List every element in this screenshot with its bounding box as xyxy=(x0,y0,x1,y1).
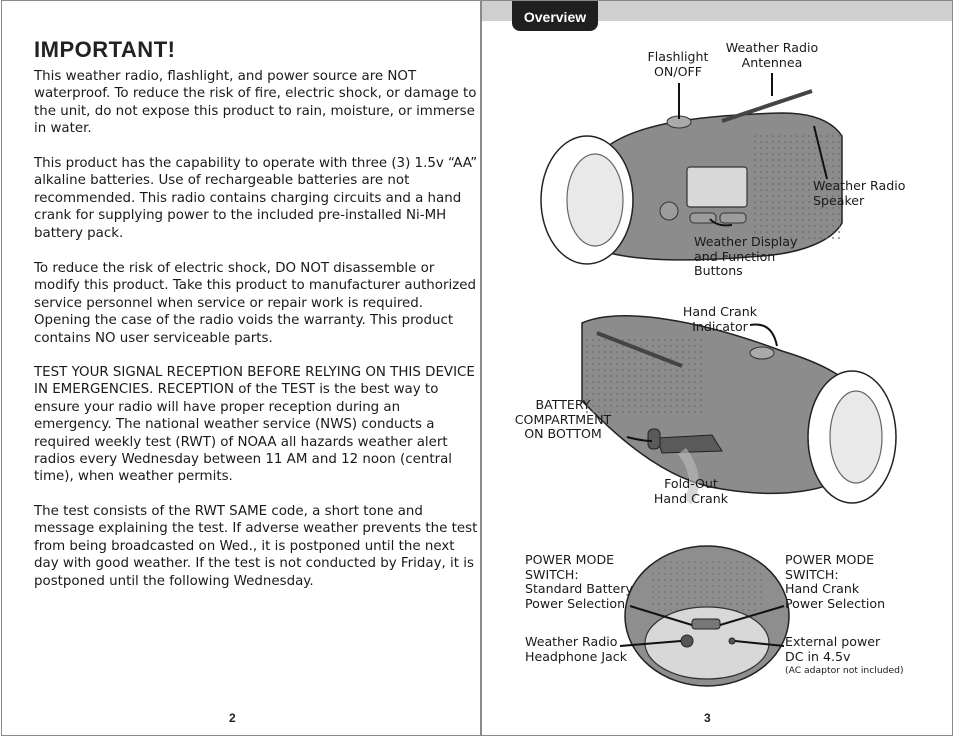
antenna-label-line2: Antennea xyxy=(741,54,803,70)
flashlight-label-line2: ON/OFF xyxy=(654,63,702,79)
battery-compartment-label xyxy=(506,398,620,442)
pm-std-line4: Power Selection xyxy=(525,595,626,611)
display-label-line3: Buttons xyxy=(694,263,743,279)
paragraph-batteries: This product has the capability to operate with three (3) 1.5v “AA” alkaline batteries. Use of rechargeable batteries are not recommended. This radio contains charging circuits and a hand crank for supplying power to the included pre-installed Ni-MH battery pack. xyxy=(34,156,478,241)
display-label xyxy=(694,235,814,279)
display-label-line2: and Function xyxy=(694,248,776,264)
speaker-label-line2: Speaker xyxy=(813,192,865,208)
paragraph-test-details: The test consists of the RWT SAME code, a short tone and message explaining the test. If adverse weather prevents the test from being broadcasted on Wed., it is postponed until the next day with good weather. If the test is not conducted by Friday, it is postponed until the following Wednesday. xyxy=(34,504,478,589)
paragraph-electric-shock: To reduce the risk of electric shock, DO NOT disassemble or modify this product. Take this product to manufacturer authorized service personnel when service or repair work is required. Opening the case of the radio voids the warranty. This product contains NO user serviceable parts. xyxy=(34,261,476,346)
flashlight-label-line1: Flashlight xyxy=(647,49,709,64)
flashlight-label xyxy=(642,50,714,79)
pm-std-line2: SWITCH: xyxy=(525,566,579,582)
foldout-label-line2: Hand Crank xyxy=(653,490,729,506)
power-mode-switch xyxy=(692,619,720,629)
pm-hc-line3: Hand Crank xyxy=(785,581,860,597)
battery-label-line1: BATTERY xyxy=(535,397,591,412)
radio-back-view xyxy=(582,316,896,503)
pm-hc-line4: Power Selection xyxy=(785,595,886,611)
headphone-jack-label xyxy=(525,635,645,664)
headphone-line1: Weather Radio xyxy=(525,634,618,649)
important-heading: IMPORTANT! xyxy=(34,37,176,62)
display-label-line1: Weather Display xyxy=(694,234,798,249)
right-page xyxy=(481,0,953,736)
overview-tab: Overview xyxy=(512,1,598,31)
paragraph-waterproof: This weather radio, flashlight, and power source are NOT waterproof. To reduce the risk of fire, electric shock, or damage to the unit, do not expose this product to rain, moisture, or immerse in water. xyxy=(34,69,477,137)
pm-std-line3: Standard Battery xyxy=(525,581,633,597)
speaker-label-line1: Weather Radio xyxy=(813,178,906,193)
weather-display xyxy=(687,167,747,207)
battery-label-line3: ON BOTTOM xyxy=(524,426,602,442)
page-number-left: 2 xyxy=(229,711,236,725)
battery-label-line2: COMPARTMENT xyxy=(514,411,612,427)
crank-indicator-label-line2: Indicator xyxy=(692,318,748,334)
crank-indicator-label xyxy=(675,305,765,334)
headphone-line2: Headphone Jack xyxy=(525,648,627,664)
dc-power-label xyxy=(785,635,935,679)
headphone-jack xyxy=(681,635,693,647)
fold-out-crank-label xyxy=(646,477,736,506)
radio-illustration xyxy=(482,1,952,737)
power-mode-handcrank-label xyxy=(785,553,905,611)
page-number-right: 3 xyxy=(704,711,711,725)
radio-bottom-view xyxy=(625,546,789,686)
speaker-label xyxy=(813,179,923,208)
left-page xyxy=(1,0,481,736)
power-mode-standard-label xyxy=(525,553,645,611)
antenna-label-line1: Weather Radio xyxy=(725,40,819,55)
dc-line1: External power xyxy=(785,634,881,649)
antenna-label xyxy=(720,41,824,70)
dc-line2: DC in 4.5v xyxy=(785,648,851,664)
foldout-label-line1: Fold-Out xyxy=(664,476,718,491)
dc-input xyxy=(729,638,735,644)
pm-std-line1: POWER MODE xyxy=(525,552,615,567)
pm-hc-line1: POWER MODE xyxy=(785,552,875,567)
dc-note: (AC adaptor not included) xyxy=(785,665,904,677)
pm-hc-line2: SWITCH: xyxy=(785,566,839,582)
paragraph-test-reception: TEST YOUR SIGNAL RECEPTION BEFORE RELYING ON THIS DEVICE IN EMERGENCIES. RECEPTION of the TEST is the best way to ensure your radio will have proper reception during an emergency. The national weather service (NWS) conducts a required weekly test (RWT) of NOAA all hazards weather alert radios every Wednesday between 11 AM and 12 noon (central time), when weather permits. xyxy=(34,365,475,485)
fold-out-hand-crank xyxy=(657,435,722,453)
crank-indicator-label-line1: Hand Crank xyxy=(682,304,758,319)
